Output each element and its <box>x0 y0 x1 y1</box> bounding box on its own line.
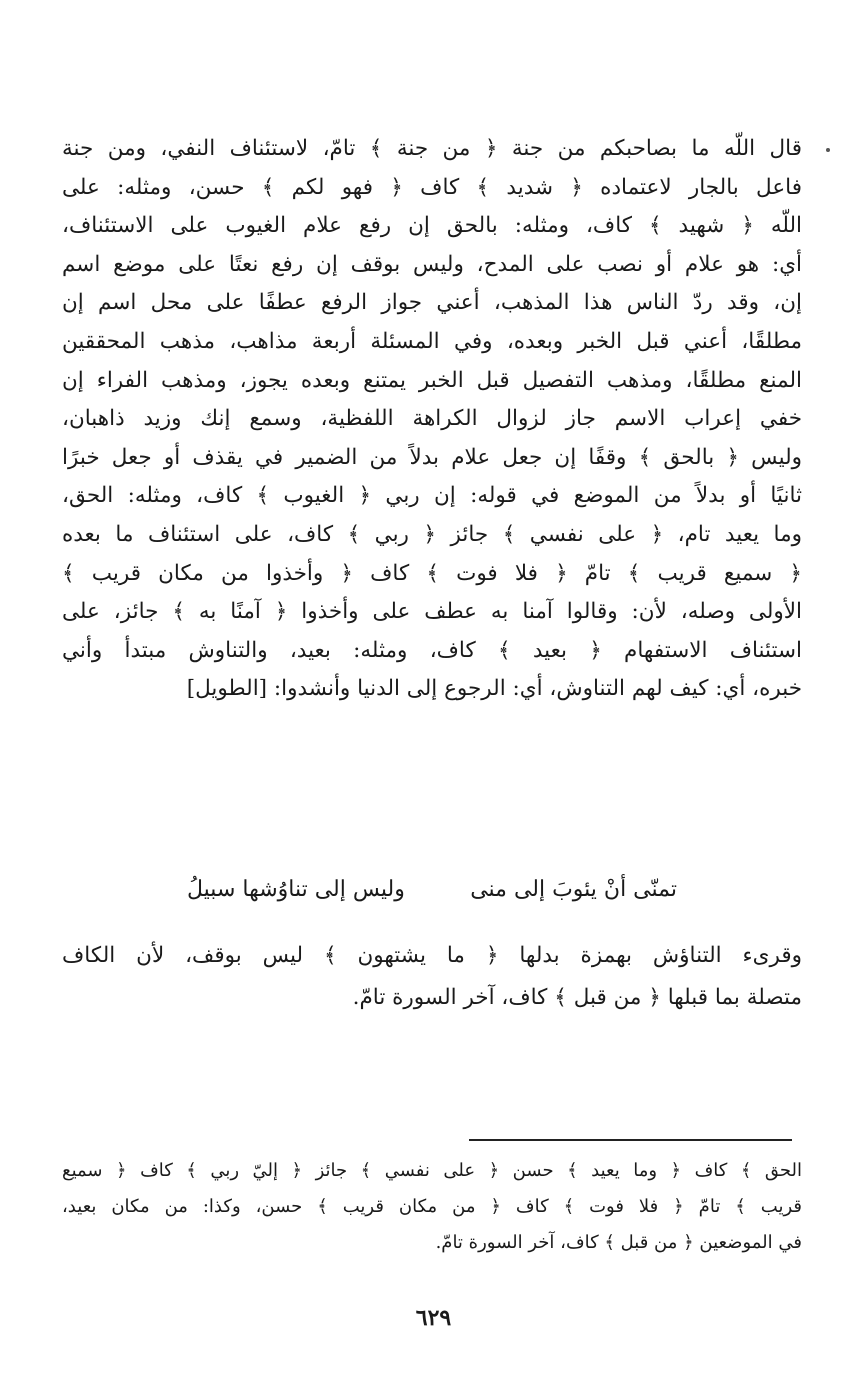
text-line: المنع مطلقًا، ومذهب التفصيل قبل الخبر يمتنع وبعده يجوز، ومذهب الفراء إن <box>62 367 802 393</box>
verse-second-hemistich: وليس إلى تناوُشها سبيلُ <box>187 877 405 902</box>
text-line: اللّه ﴿ شهيد ﴾ كاف، ومثله: بالحق إن رفع علام الغيوب على الاستئناف، <box>62 213 802 239</box>
page-number: ٦٢٩ <box>415 1305 452 1331</box>
text-line: وما يعيد تام، ﴿ على نفسي ﴾ جائز ﴿ ربي ﴾ كاف، على استئناف ما بعده <box>62 521 802 547</box>
text-line: فاعل بالجار لاعتماده ﴿ شديد ﴾ كاف ﴿ فهو لكم ﴾ حسن، ومثله: على <box>62 174 802 200</box>
text-line: وقرىء التناؤش بهمزة بدلها ﴿ ما يشتهون ﴾ ليس بوقف، لأن الكاف <box>62 943 802 968</box>
footnote-block <box>62 1153 802 1261</box>
text-line: الأولى وصله، لأن: وقالوا آمنا به عطف على وأخذوا ﴿ آمنًا به ﴾ جائز، على <box>62 599 802 625</box>
footnote-line: قريب ﴾ تامّ ﴿ فلا فوت ﴾ كاف ﴿ من مكان قريب ﴾ حسن، وكذا: من مكان بعيد، <box>62 1196 802 1217</box>
text-line: قال اللّه ما بصاحبكم من جنة ﴿ من جنة ﴾ تامّ، لاستئناف النفي، ومن جنة <box>62 136 802 161</box>
text-line: ثانيًا أو بدلاً من الموضع في قوله: إن ربي ﴿ الغيوب ﴾ كاف، ومثله: الحق، <box>62 483 802 509</box>
text-line: أي: هو علام أو نصب على المدح، وليس بوقف إن رفع نعتًا على موضع اسم <box>62 251 802 277</box>
footnote-separator <box>469 1139 792 1141</box>
text-line: وليس ﴿ بالحق ﴾ وقفًا إن جعل علام بدلاً من الضمير في يقذف أو جعل خبرًا <box>62 444 802 470</box>
poetry-verse <box>187 877 677 902</box>
verse-first-hemistich: تمنّى أنْ يئوبَ إلى منى <box>470 877 677 902</box>
text-line: خبره، أي: كيف لهم التناوش، أي: الرجوع إلى الدنيا وأنشدوا: [الطويل] <box>186 676 802 702</box>
main-text-block <box>62 130 802 709</box>
closing-paragraph <box>62 935 802 1019</box>
footnote-line: الحق ﴾ كاف ﴿ وما يعيد ﴾ حسن ﴿ على نفسي ﴾ جائز ﴿ إليّ ربي ﴾ كاف ﴿ سميع <box>62 1160 803 1181</box>
text-line: ﴿ سميع قريب ﴾ تامّ ﴿ فلا فوت ﴾ كاف ﴿ وأخذوا من مكان قريب ﴾ <box>62 560 802 586</box>
text-line: خفي إعراب الاسم جاز لزوال الكراهة اللفظية، وسمع إنك وزيد ذاهبان، <box>62 406 802 432</box>
text-line: مطلقًا، أعني قبل الخبر وبعده، وفي المسئلة أربعة مذاهب، مذهب المحققين <box>62 328 802 354</box>
text-line: متصلة بما قبلها ﴿ من قبل ﴾ كاف، آخر السورة تامّ. <box>352 985 802 1010</box>
text-line: استئناف الاستفهام ﴿ بعيد ﴾ كاف، ومثله: بعيد، والتناوش مبتدأ وأني <box>62 637 802 663</box>
margin-dot <box>826 148 830 152</box>
footnote-line: في الموضعين ﴿ من قبل ﴾ كاف، آخر السورة تامّ. <box>435 1232 802 1253</box>
text-line: إن، وقد ردّ الناس هذا المذهب، أعني جواز الرفع عطفًا على محل اسم إن <box>62 290 802 316</box>
